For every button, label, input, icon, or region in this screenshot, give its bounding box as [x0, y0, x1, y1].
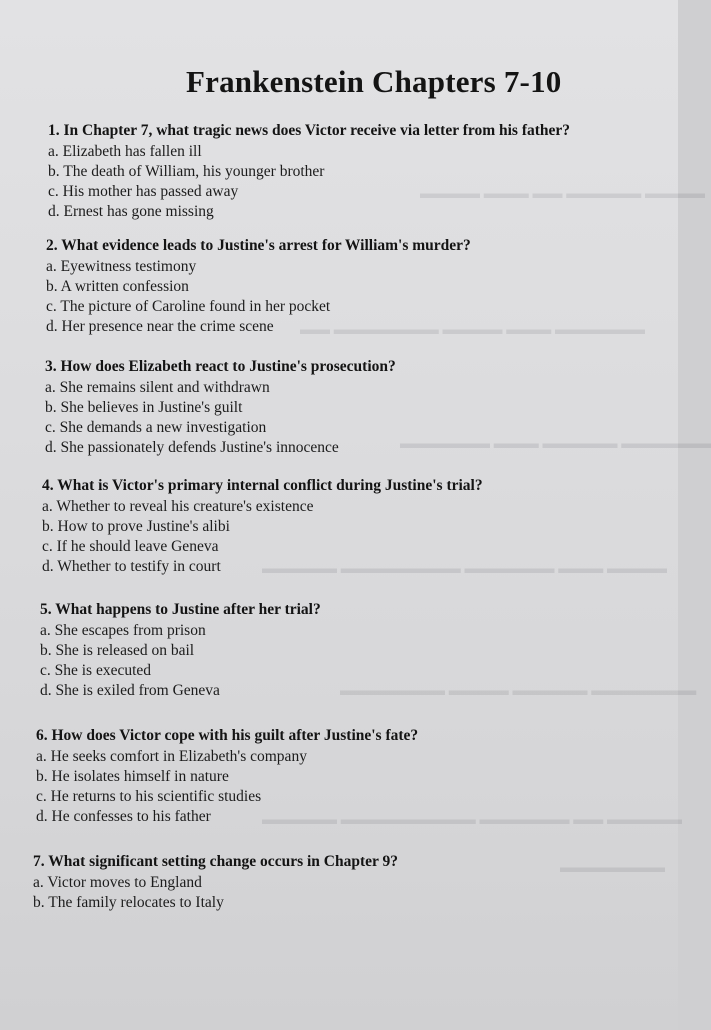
answer-option: d. Whether to testify in court — [42, 558, 221, 575]
answer-option: b. The family relocates to Italy — [33, 894, 224, 911]
question-text: 7. What significant setting change occurs in Chapter 9? — [33, 853, 398, 870]
bleed-through-6: ▬▬▬▬▬ ▬▬ ▬▬▬▬▬▬ ▬▬▬▬▬▬▬▬▬ ▬▬▬▬▬ — [262, 812, 682, 828]
question-text: 2. What evidence leads to Justine's arrest for William's murder? — [46, 237, 471, 254]
question-text: 1. In Chapter 7, what tragic news does Victor receive via letter from his father? — [48, 122, 571, 139]
answer-option: d. He confesses to his father — [36, 808, 211, 825]
answer-option: d. Her presence near the crime scene — [46, 318, 274, 335]
answer-option: a. Victor moves to England — [33, 874, 202, 891]
question-1 — [48, 121, 570, 222]
answer-option: c. He returns to his scientific studies — [36, 788, 262, 805]
answer-option: b. She believes in Justine's guilt — [45, 399, 243, 416]
bleed-through-3: ▬▬▬▬▬▬ ▬▬▬▬▬ ▬▬▬ ▬▬▬▬▬▬ — [400, 436, 711, 452]
question-4 — [42, 476, 483, 577]
answer-option: d. She is exiled from Geneva — [40, 682, 220, 699]
answer-option: b. How to prove Justine's alibi — [42, 518, 230, 535]
answer-option: c. She demands a new investigation — [45, 419, 267, 436]
answer-option: c. If he should leave Geneva — [42, 538, 219, 555]
answer-option: b. He isolates himself in nature — [36, 768, 229, 785]
question-2 — [46, 236, 471, 337]
question-7 — [33, 852, 398, 913]
question-text: 4. What is Victor's primary internal conflict during Justine's trial? — [42, 477, 483, 494]
answer-option: b. She is released on bail — [40, 642, 195, 659]
answer-option: a. He seeks comfort in Elizabeth's company — [36, 748, 307, 765]
answer-option: b. A written confession — [46, 278, 189, 295]
answer-option: a. She remains silent and withdrawn — [45, 379, 270, 396]
question-5 — [40, 600, 321, 701]
worksheet-title: Frankenstein Chapters 7-10 — [186, 64, 562, 99]
answer-option: a. She escapes from prison — [40, 622, 206, 639]
question-text: 6. How does Victor cope with his guilt after Justine's fate? — [36, 727, 419, 744]
bleed-through-5: ▬▬▬▬▬▬▬ ▬▬▬▬▬ ▬▬▬▬ ▬▬▬▬▬▬▬ — [340, 683, 697, 699]
question-6 — [36, 726, 418, 827]
answer-option: a. Eyewitness testimony — [46, 258, 197, 275]
answer-option: c. His mother has passed away — [48, 183, 239, 200]
answer-option: a. Whether to reveal his creature's existence — [42, 498, 314, 515]
question-3 — [45, 357, 396, 458]
question-text: 5. What happens to Justine after her trial? — [40, 601, 321, 618]
answer-option: b. The death of William, his younger brother — [48, 163, 325, 180]
bleed-through-7: ▬▬▬▬▬▬▬ — [560, 860, 665, 876]
answer-option: d. She passionately defends Justine's innocence — [45, 439, 339, 456]
answer-option: d. Ernest has gone missing — [48, 203, 214, 220]
bleed-through-4: ▬▬▬▬ ▬▬▬ ▬▬▬▬▬▬ ▬▬▬▬▬▬▬▬ ▬▬▬▬▬ — [262, 561, 667, 577]
answer-option: a. Elizabeth has fallen ill — [48, 143, 202, 160]
answer-option: c. The picture of Caroline found in her pocket — [46, 298, 331, 315]
bleed-through-1: ▬▬▬▬ ▬▬▬▬▬ ▬▬ ▬▬▬ ▬▬▬▬ — [420, 186, 705, 202]
answer-option: c. She is executed — [40, 662, 152, 679]
bleed-through-2: ▬▬▬▬▬▬ ▬▬▬ ▬▬▬▬ ▬▬▬▬▬▬▬ ▬▬ — [300, 322, 645, 338]
question-text: 3. How does Elizabeth react to Justine's prosecution? — [45, 358, 396, 375]
